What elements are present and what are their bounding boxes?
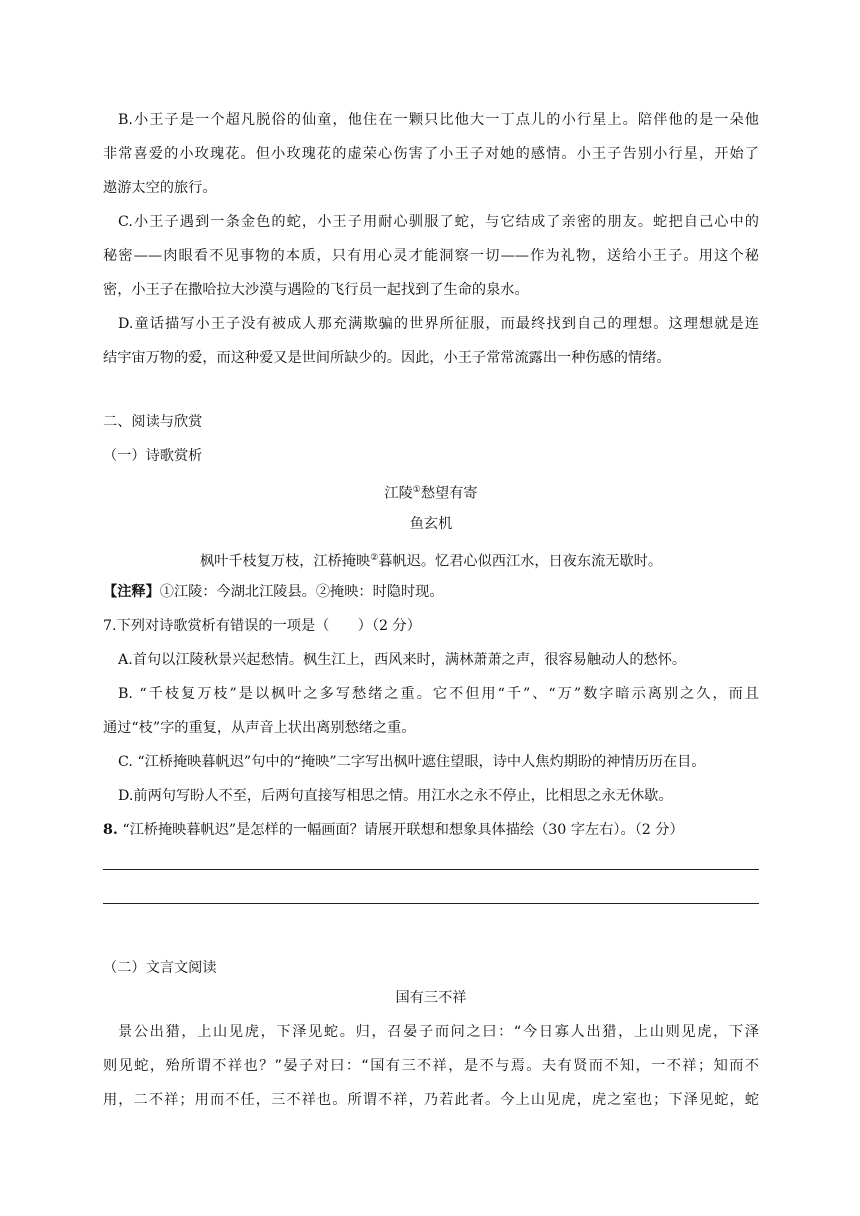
classical-title: 国有三不祥 [395,990,467,1006]
option-b-line-2: 非常喜爱的小玫瑰花。但小玫瑰花的虚荣心伤害了小王子对她的感情。小王子告别小行星，开始了 [103,146,759,162]
classical-line-2: 则见蛇，殆所谓不祥也？”晏子对曰：“国有三不祥，是不与焉。夫有贤而不知，一不祥；知而不 [103,1058,759,1074]
section-heading: 二、阅读与欣赏 [103,414,203,430]
option-c-line-2: 秘密——肉眼看不见事物的本质，只有用心灵才能洞察一切——作为礼物，送给小王子。用这个秘 [103,248,759,264]
classical-line-1: 景公出猎，上山见虎，下泽见蛇。归，召晏子而问之曰：“今日寡人出猎，上山则见虎，下泽 [118,1024,759,1040]
poem-text: 枫叶千枝复万枝，江桥掩映②暮帆迟。忆君心似西江水，日夜东流无歇时。 [199,553,663,570]
answer-line-1 [103,869,759,870]
question-7-option-b-line-2: 通过“枝”字的重复，从声音上状出离别愁绪之重。 [103,720,416,736]
question-7-option-d: D.前两句写盼人不至，后两句直接写相思之情。用江水之永不停止，比相思之永无休歇。 [118,788,673,804]
question-7-option-b-line-1: B. “千枝复万枝”是以枫叶之多写愁绪之重。它不但用“千”、“万”数字暗示离别之久，而且 [118,686,759,702]
option-b-line-3: 遨游太空的旅行。 [103,180,217,196]
option-c-line-1: C.小王子遇到一条金色的蛇，小王子用耐心驯服了蛇，与它结成了亲密的朋友。蛇把自己心中的 [118,214,759,230]
option-d-line-2: 结宇宙万物的爱，而这种爱又是世间所缺少的。因此，小王子常常流露出一种伤感的情绪。 [103,350,671,366]
option-b-line-1: B.小王子是一个超凡脱俗的仙童，他住在一颗只比他大一丁点儿的小行星上。陪伴他的是一朵他 [118,112,759,128]
classical-line-3: 用，二不祥；用而不任，三不祥也。所谓不祥，乃若此者。今上山见虎，虎之室也；下泽见蛇，蛇 [103,1092,759,1108]
question-7-stem: 7.下列对诗歌赏析有错误的一项是（ ）（2 分） [103,618,421,634]
question-7-option-a: A.首句以江陵秋景兴起愁情。枫生江上，西风来时，满林萧萧之声，很容易触动人的愁怀。 [118,652,687,668]
answer-line-2 [103,903,759,904]
annotation: 【注释】①江陵：今湖北江陵县。②掩映：时隐时现。 [103,584,444,600]
subsection-classical-heading: （二）文言文阅读 [103,960,217,976]
option-d-line-1: D.童话描写小王子没有被成人那充满欺骗的世界所征服，而最终找到自己的理想。这理想就是连 [118,316,759,332]
subsection-poetry-heading: （一）诗歌赏析 [103,448,203,464]
question-8: 8. “江桥掩映暮帆迟”是怎样的一幅画面？请展开联想和想象具体描绘（30 字左右）。（2 分） [103,822,684,838]
poem-title: 江陵①愁望有寄 [384,485,478,502]
question-7-option-c: C. “江桥掩映暮帆迟”句中的“掩映”二字写出枫叶遮住望眼，诗中人焦灼期盼的神情历历在目。 [118,754,706,770]
poem-author: 鱼玄机 [409,516,453,532]
option-c-line-3: 密，小王子在撒哈拉大沙漠与遇险的飞行员一起找到了生命的泉水。 [103,282,529,298]
